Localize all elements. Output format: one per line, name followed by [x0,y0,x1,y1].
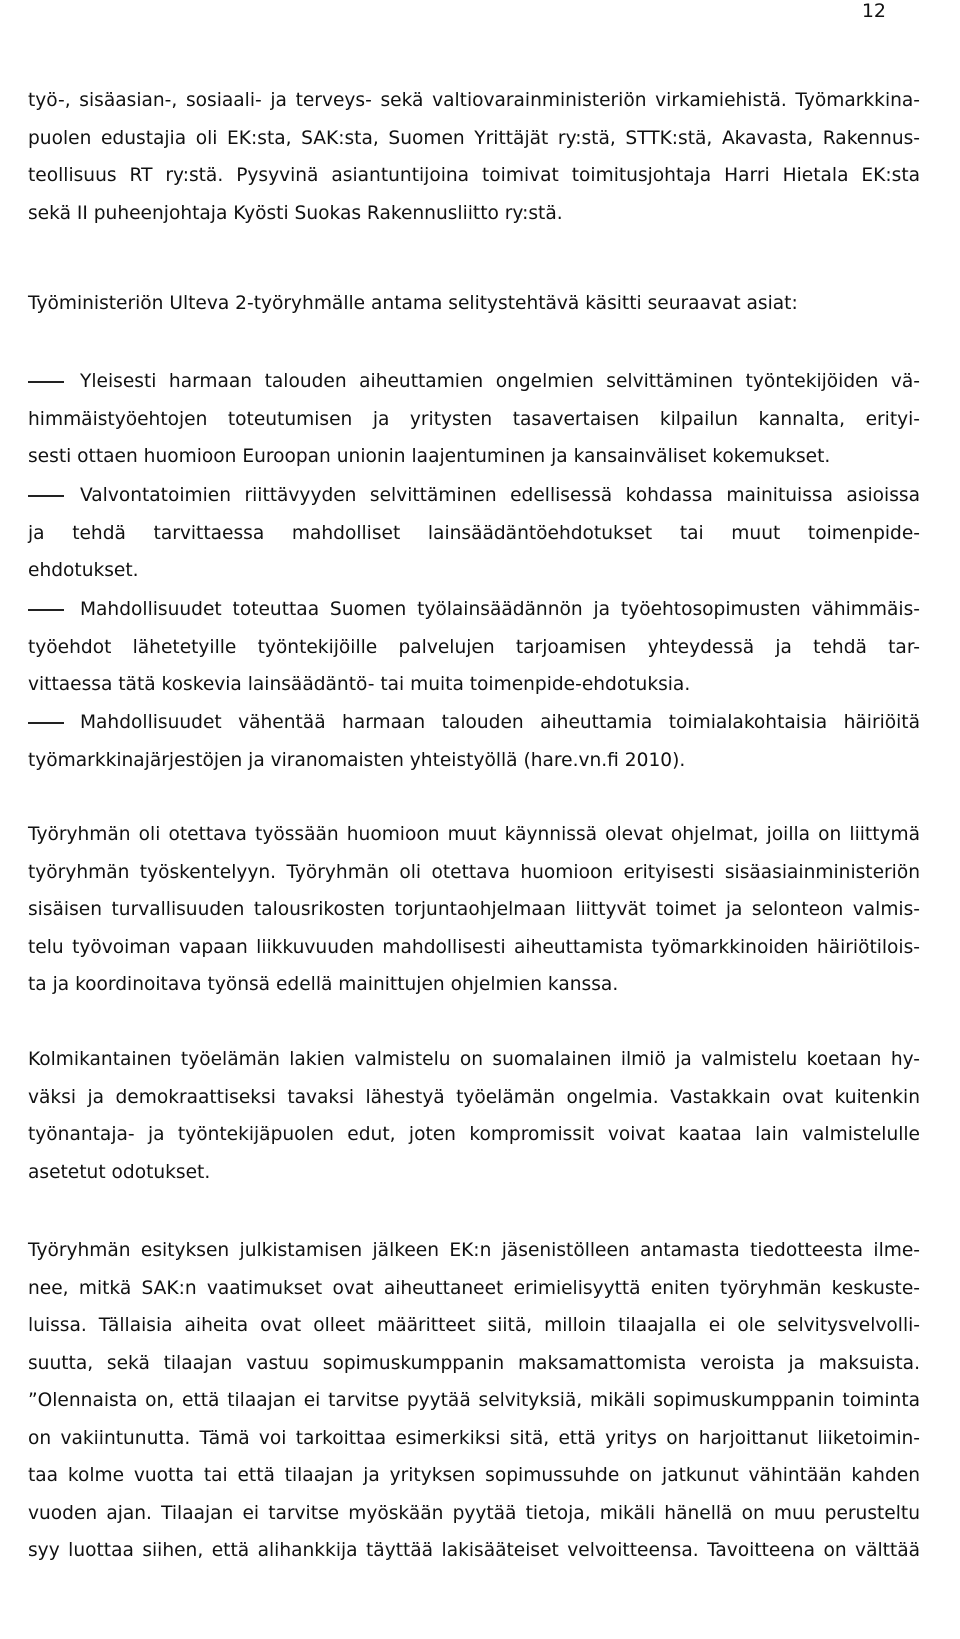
paragraph-1 [28,82,920,232]
text-line: ta ja koordinoitava työnsä edellä mainittujen ohjelmien kanssa. [28,974,619,995]
text-line: vuoden ajan. Tilaajan ei tarvitse myöskään pyytää tietoja, mikäli hänellä on muu perusteltu [28,1502,920,1524]
text-line: työmarkkinajärjestöjen ja viranomaisten yhteistyöllä (hare.vn.fi 2010). [28,749,686,771]
text-line: vittaessa tätä koskevia lainsäädäntö- tai muita toimenpide-ehdotuksia. [28,674,691,695]
text-line: sesti ottaen huomioon Euroopan unionin laajentuminen ja kansainväliset kokemukset. [28,446,831,467]
text-line: Työministeriön Ulteva 2-työryhmälle antama selitystehtävä käsitti seuraavat asiat: [28,293,798,314]
paragraph-4 [28,1041,920,1191]
page-number: 12 [861,0,886,22]
bullet-item [28,477,920,590]
text-line: väksi ja demokraattiseksi tavaksi lähestyä työelämän ongelmia. Vastakkain ovat kuitenkin [28,1086,920,1108]
bullet-item [28,363,920,476]
text-line: syy luottaa siihen, että alihankkija täyttää lakisääteiset velvoitteensa. Tavoitteena on välttää [28,1540,920,1561]
text-line: Työryhmän esityksen julkistamisen jälkeen EK:n jäsenistölleen antamasta tiedotteesta ilme- [28,1240,920,1261]
dash-bullet-icon [28,381,64,383]
bullet-item [28,591,920,704]
text-line: puolen edustajia oli EK:sta, SAK:sta, Suomen Yrittäjät ry:stä, STTK:stä, Akavasta, Rakennus- [28,127,920,149]
text-line: työryhmän työskentelyyn. Työryhmän oli otettava huomioon erityisesti sisäasiainministeriön [28,861,920,883]
text-line: Kolmikantainen työelämän lakien valmistelu on suomalainen ilmiö ja valmistelu koetaan hy- [28,1049,920,1070]
paragraph-2 [28,285,920,323]
text-line: ja tehdä tarvittaessa mahdolliset lainsäädäntöehdotukset tai muut toimenpide- [28,522,920,544]
text-line: luissa. Tällaisia aiheita ovat olleet määritteet siitä, milloin tilaajalla ei ole selvitysvelvolli- [28,1315,920,1336]
text-line: sekä II puheenjohtaja Kyösti Suokas Rakennusliitto ry:stä. [28,202,563,224]
text-line: työehdot lähetetyille työntekijöille palvelujen tarjoamisen yhteydessä ja tehdä tar- [28,636,920,658]
text-line: asetetut odotukset. [28,1161,211,1183]
text-line: työnantaja- ja työntekijäpuolen edut, joten kompromissit voivat kaataa lain valmistelulle [28,1124,920,1145]
text-line: suutta, sekä tilaajan vastuu sopimuskumppanin maksamattomista veroista ja maksuista. [28,1352,920,1374]
text-line: ehdotukset. [28,560,139,581]
dash-bullet-icon [28,609,64,611]
text-line: Mahdollisuudet toteuttaa Suomen työlainsäädännön ja työehtosopimusten vähimmäis- [80,599,920,620]
text-line: himmäistyöehtojen toteutumisen ja yritysten tasavertaisen kilpailun kannalta, erityi- [28,408,920,430]
dash-bullet-icon [28,495,64,497]
text-line: ”Olennaista on, että tilaajan ei tarvitse pyytää selvityksiä, mikäli sopimuskumppanin toiminta [28,1390,920,1411]
text-line: nee, mitkä SAK:n vaatimukset ovat aiheuttaneet erimielisyyttä eniten työryhmän keskuste- [28,1277,920,1299]
dash-bullet-icon [28,722,64,724]
text-line: työ-, sisäasian-, sosiaali- ja terveys- sekä valtiovarainministeriön virkamiehistä. Työmarkkina- [28,90,920,111]
text-line: teollisuus RT ry:stä. Pysyvinä asiantuntijoina toimivat toimitusjohtaja Harri Hietala EK:sta [28,165,920,186]
text-line: Mahdollisuudet vähentää harmaan talouden aiheuttamia toimialakohtaisia häiriöitä [80,712,920,733]
text-line: telu työvoiman vapaan liikkuvuuden mahdollisesti aiheuttamista työmarkkinoiden häiriötilois- [28,936,920,958]
text-line: Yleisesti harmaan talouden aiheuttamien ongelmien selvittäminen työntekijöiden vä- [80,371,920,392]
text-line: Työryhmän oli otettava työssään huomioon muut käynnissä olevat ohjelmat, joilla on liittymä [28,824,920,845]
text-line: on vakiintunutta. Tämä voi tarkoittaa esimerkiksi sitä, että yritys on harjoittanut liiketoimin- [28,1427,920,1449]
bullet-item [28,704,920,779]
paragraph-3 [28,816,920,1004]
paragraph-5 [28,1232,920,1570]
text-line: sisäisen turvallisuuden talousrikosten torjuntaohjelmaan liittyvät toimet ja selonteon valmis- [28,899,920,920]
text-line: taa kolme vuotta tai että tilaajan ja yrityksen sopimussuhde on jatkunut vähintään kahden [28,1465,920,1486]
text-line: Valvontatoimien riittävyyden selvittäminen edellisessä kohdassa mainituissa asioissa [80,485,920,506]
